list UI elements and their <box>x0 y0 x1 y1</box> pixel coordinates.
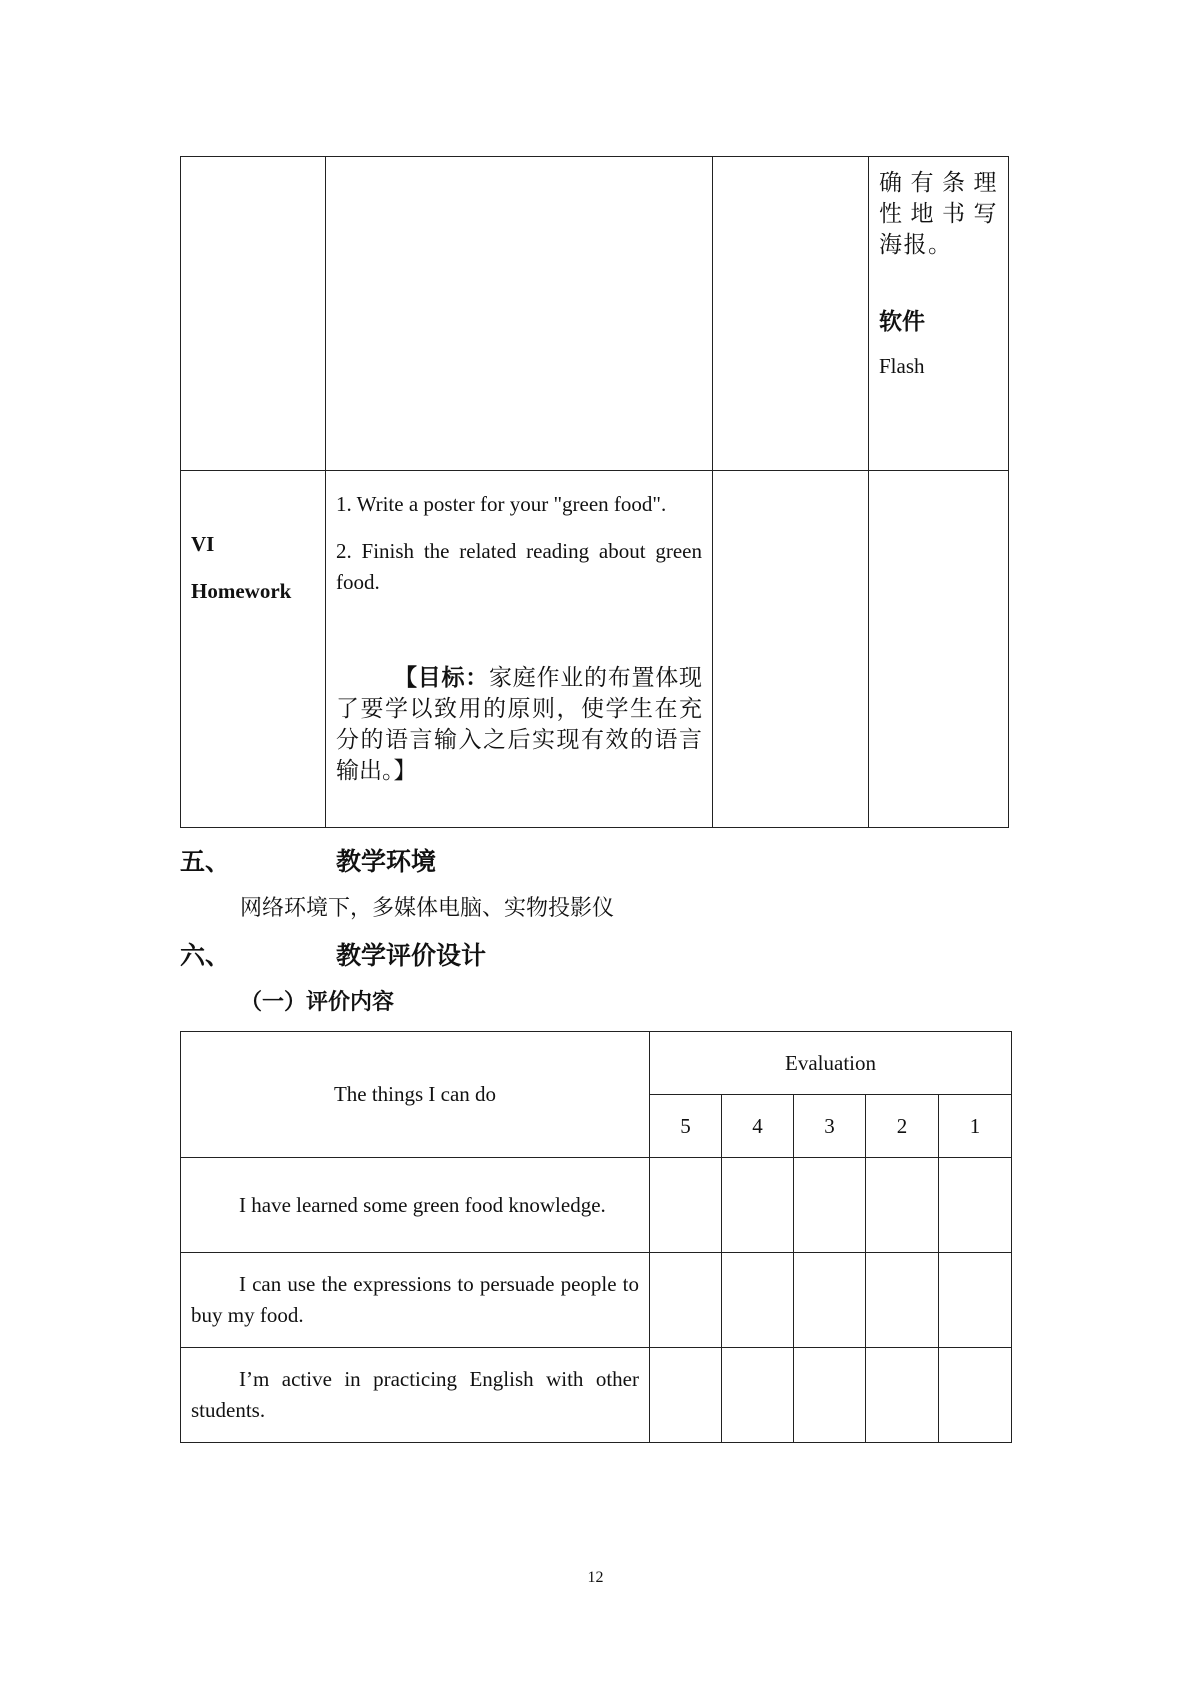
homework-list <box>336 471 702 598</box>
plan-cell-resources <box>869 157 1009 471</box>
evaluation-header-row <box>181 1032 1012 1095</box>
score-cell[interactable] <box>794 1158 866 1253</box>
table-row <box>181 1253 1012 1348</box>
score-cell[interactable] <box>794 1348 866 1443</box>
stage-number: VI <box>191 532 215 556</box>
header-things-i-can-do: The things I can do <box>181 1032 650 1158</box>
plan-cell-purpose-homework <box>713 471 869 828</box>
plan-cell-purpose <box>713 157 869 471</box>
plan-cell-stage-homework <box>181 471 326 828</box>
homework-goal <box>336 662 702 786</box>
score-cell[interactable] <box>939 1158 1012 1253</box>
score-cell[interactable] <box>650 1158 722 1253</box>
header-evaluation: Evaluation <box>650 1032 1012 1095</box>
evaluation-item <box>181 1158 650 1253</box>
score-cell[interactable] <box>794 1253 866 1348</box>
score-header: 4 <box>722 1095 794 1158</box>
score-cell[interactable] <box>866 1158 939 1253</box>
software-label: 软件 <box>879 309 925 334</box>
plan-row-continued <box>181 157 1009 471</box>
goal-label: 【目标： <box>394 665 489 690</box>
score-header: 2 <box>866 1095 939 1158</box>
score-cell[interactable] <box>939 1253 1012 1348</box>
table-row <box>181 1348 1012 1443</box>
lesson-plan-table <box>180 156 1009 828</box>
section6-number: 六、 <box>180 941 231 970</box>
page-number: 12 <box>587 1569 604 1586</box>
stage-name: Homework <box>191 579 292 603</box>
evaluation-table <box>180 1031 1012 1443</box>
score-cell[interactable] <box>939 1348 1012 1443</box>
section6-title: 教学评价设计 <box>336 941 487 970</box>
score-header: 5 <box>650 1095 722 1158</box>
plan-cell-resources-homework <box>869 471 1009 828</box>
plan-note-cn: 确有条理性地书写海报。 <box>879 170 998 257</box>
section5-title: 教学环境 <box>336 847 437 876</box>
plan-cell-activity <box>326 157 713 471</box>
evaluation-item-text: I’m active in practicing English with other students. <box>191 1367 639 1422</box>
score-cell[interactable] <box>722 1253 794 1348</box>
score-cell[interactable] <box>866 1253 939 1348</box>
score-cell[interactable] <box>722 1158 794 1253</box>
goal-text: 家庭作业的布置体现了要学以致用的原则，使学生在充分的语言输入之后实现有效的语言输出。】 <box>336 665 702 783</box>
section5-content: 网络环境下，多媒体电脑、实物投影仪 <box>240 896 615 921</box>
score-cell[interactable] <box>650 1253 722 1348</box>
section6-subtitle: （一）评价内容 <box>240 990 395 1015</box>
score-cell[interactable] <box>866 1348 939 1443</box>
evaluation-item <box>181 1348 650 1443</box>
plan-cell-homework-activity <box>326 471 713 828</box>
table-row <box>181 1158 1012 1253</box>
homework-item: 2. Finish the related reading about green food. <box>336 539 702 594</box>
software-name: Flash <box>879 354 925 378</box>
score-cell[interactable] <box>722 1348 794 1443</box>
section5-number: 五、 <box>180 847 231 876</box>
evaluation-item-text: I can use the expressions to persuade people to buy my food. <box>191 1272 639 1327</box>
stage-label <box>191 471 315 607</box>
homework-item: 1. Write a poster for your "green food". <box>336 492 667 516</box>
evaluation-item <box>181 1253 650 1348</box>
plan-cell-stage <box>181 157 326 471</box>
score-header: 1 <box>939 1095 1012 1158</box>
score-cell[interactable] <box>650 1348 722 1443</box>
score-header: 3 <box>794 1095 866 1158</box>
evaluation-item-text: I have learned some green food knowledge. <box>239 1192 606 1217</box>
plan-row-homework <box>181 471 1009 828</box>
